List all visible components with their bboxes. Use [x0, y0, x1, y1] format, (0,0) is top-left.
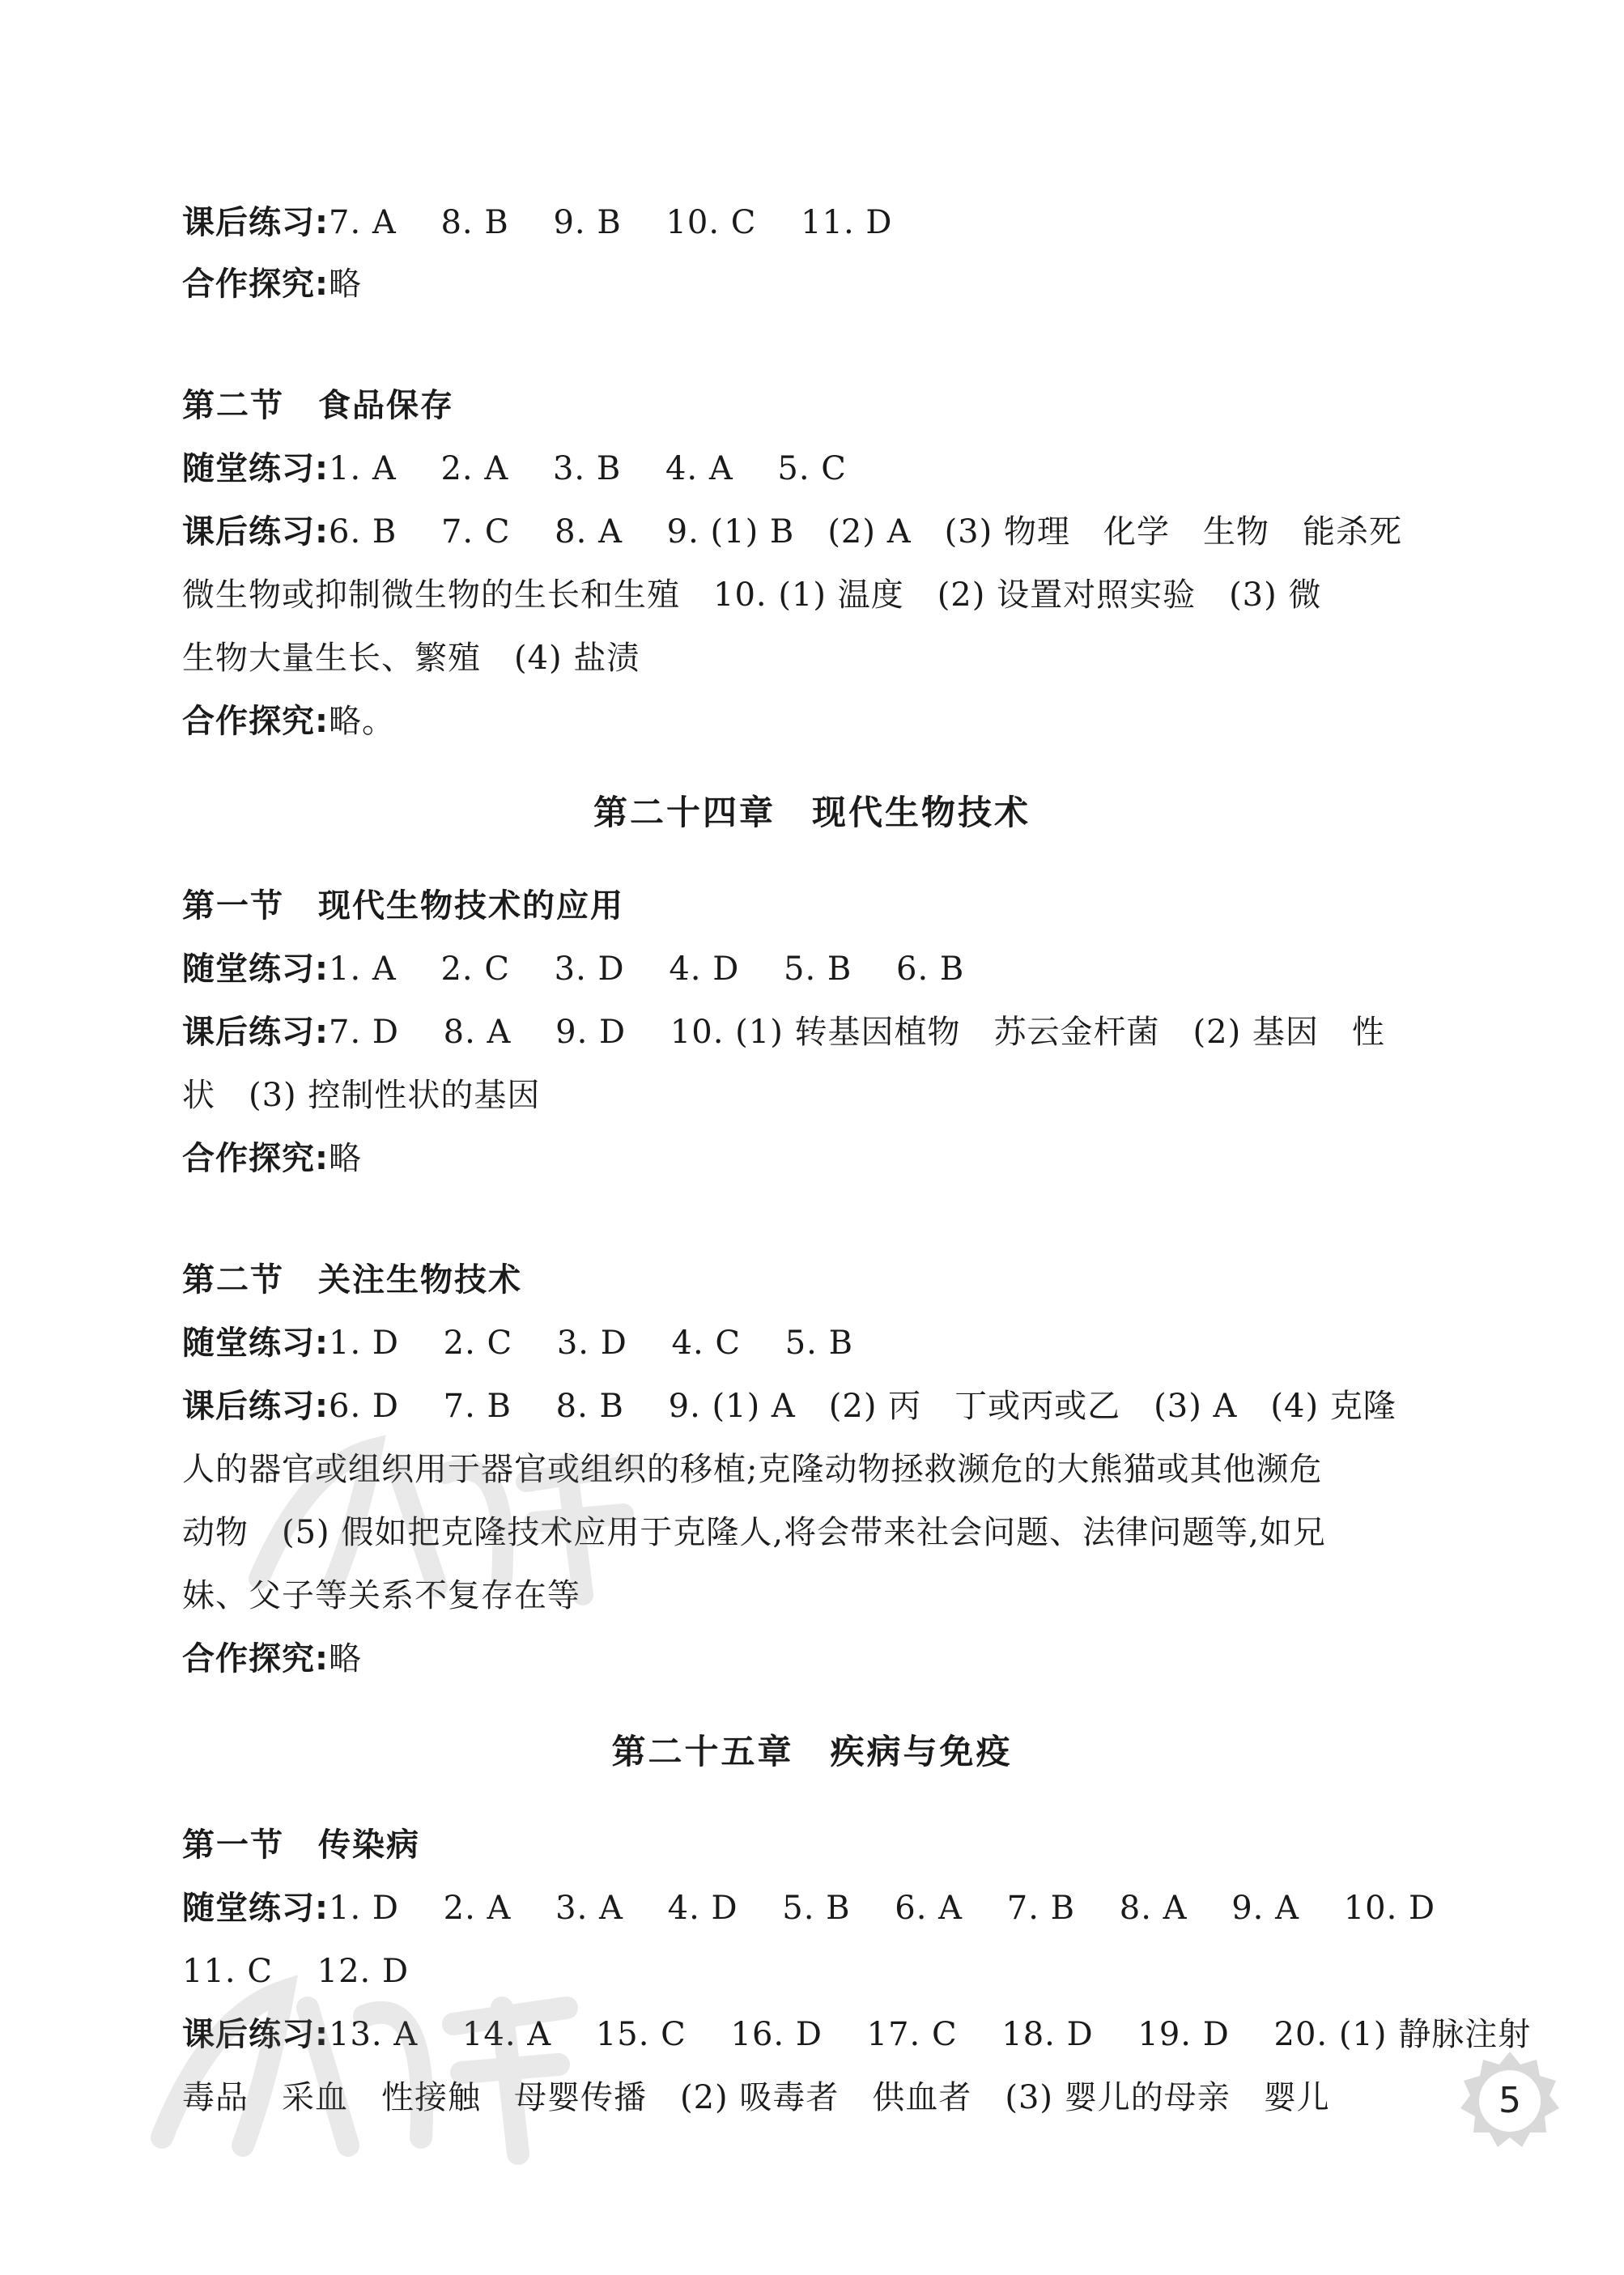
line-label: 随堂练习: [182, 1325, 329, 1362]
line-text: 略 [329, 266, 362, 303]
line-text: 6. B 7. C 8. A 9. (1) B (2) A (3) 物理 化学 生物 能杀死 [329, 513, 1402, 551]
page-number-badge [1457, 2048, 1562, 2154]
line-text: 7. D 8. A 9. D 10. (1) 转基因植物 苏云金杆菌 (2) 基因 性 [329, 1014, 1385, 1051]
answer-line [182, 191, 1469, 254]
line-text: 1. A 2. A 3. B 4. A 5. C [329, 450, 847, 487]
answer-line [182, 563, 1469, 627]
answer-line [182, 1312, 1469, 1375]
line-text: 妹、父子等关系不复存在等 [182, 1577, 580, 1614]
section-heading: 第二节 关注生物技术 [182, 1261, 522, 1299]
answer-line [182, 1001, 1469, 1064]
line-text: 11. C 12. D [182, 1953, 410, 1990]
line-label: 合作探究: [182, 266, 329, 303]
answer-line [182, 690, 1469, 753]
line-label: 合作探究: [182, 1140, 329, 1177]
line-text: 1. D 2. A 3. A 4. D 5. B 6. A 7. B 8. A 9. A 10. D [329, 1890, 1436, 1927]
line-label: 课后练习: [182, 1014, 329, 1051]
section-heading: 第一节 现代生物技术的应用 [182, 887, 624, 925]
line-label: 课后练习: [182, 204, 329, 241]
answer-line [182, 437, 1469, 500]
line-text: 略 [329, 1640, 362, 1678]
line-text: 略 [329, 1140, 362, 1177]
watermark-graphic [243, 1417, 664, 1611]
line-text: 动物 (5) 假如把克隆技术应用于克隆人,将会带来社会问题、法律问题等,如兄 [182, 1514, 1326, 1551]
line-text: 1. A 2. C 3. D 4. D 5. B 6. B [329, 950, 965, 988]
line-text: 13. A 14. A 15. C 16. D 17. C 18. D 19. D 20. (1) 静脉注射 [329, 2016, 1532, 2053]
answer-line [182, 1877, 1469, 1940]
chapter-title: 第二十四章 现代生物技术 [593, 793, 1031, 832]
watermark-graphic [146, 1959, 599, 2170]
answer-line [182, 1627, 1469, 1690]
line-text: 毒品 采血 性接触 母婴传播 (2) 吸毒者 供血者 (3) 婴儿的母亲 婴儿 [182, 2079, 1330, 2116]
line-label: 课后练习: [182, 513, 329, 551]
line-text: 6. D 7. B 8. B 9. (1) A (2) 丙 丁或丙或乙 (3) A (4) 克隆 [329, 1388, 1397, 1425]
section-heading: 第一节 传染病 [182, 1826, 420, 1864]
answer-line [182, 1064, 1469, 1127]
line-text: 略。 [329, 703, 395, 740]
line-text: 人的器官或组织用于器官或组织的移植;克隆动物拯救濒危的大熊猫或其他濒危 [182, 1451, 1323, 1488]
answer-line [182, 253, 1469, 316]
line-text: 状 (3) 控制性状的基因 [182, 1077, 541, 1114]
line-label: 课后练习: [182, 1388, 329, 1425]
line-text: 7. A 8. B 9. B 10. C 11. D [329, 204, 893, 241]
line-label: 课后练习: [182, 2016, 329, 2053]
answer-line [182, 500, 1469, 563]
line-text: 微生物或抑制微生物的生长和生殖 10. (1) 温度 (2) 设置对照实验 (3) 微 [182, 576, 1322, 614]
line-text: 生物大量生长、繁殖 (4) 盐渍 [182, 640, 640, 677]
line-label: 随堂练习: [182, 950, 329, 988]
chapter-title: 第二十五章 疾病与免疫 [611, 1732, 1013, 1771]
line-label: 随堂练习: [182, 1890, 329, 1927]
answer-line [182, 1127, 1469, 1190]
answer-line [182, 627, 1469, 690]
section-heading: 第二节 食品保存 [182, 387, 454, 424]
line-label: 合作探究: [182, 703, 329, 740]
answer-line [182, 938, 1469, 1001]
line-text: 1. D 2. C 3. D 4. C 5. B [329, 1325, 853, 1362]
line-label: 合作探究: [182, 1640, 329, 1678]
page-number: 5 [1499, 2080, 1521, 2121]
line-label: 随堂练习: [182, 450, 329, 487]
